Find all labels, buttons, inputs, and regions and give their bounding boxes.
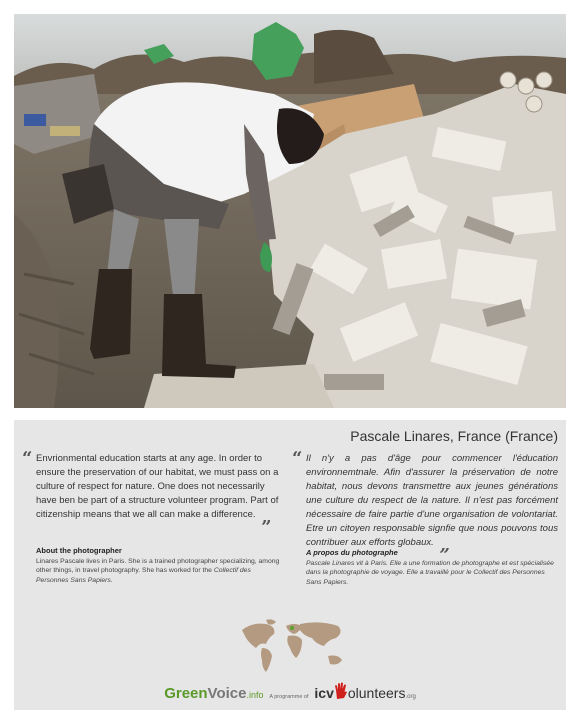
brand-green: Green: [164, 685, 208, 702]
french-about-title: A propos du photographe: [306, 548, 398, 557]
hand-icon: [334, 682, 348, 703]
french-column: [292, 448, 558, 586]
quote-open-icon-fr: “: [292, 448, 303, 469]
english-column: [22, 448, 284, 584]
english-about-block: [36, 546, 284, 585]
icv-text: icv: [314, 685, 334, 701]
english-about-org: Collectif des Personnes Sans Papiers.: [36, 567, 251, 584]
org-suffix: .org: [405, 694, 416, 700]
english-about-title: About the photographer: [36, 546, 122, 555]
photo-illustration: [14, 14, 566, 408]
quote-close-icon-fr: „: [439, 535, 451, 557]
world-map-icon: [236, 618, 352, 681]
french-about-block: [306, 548, 558, 587]
quote-open-icon: “: [22, 448, 33, 469]
volunteers-text: olunteers: [347, 685, 406, 701]
photo-volunteer-collecting-rubble: [14, 14, 566, 408]
brand-gray: Voice: [207, 685, 247, 702]
english-quote-text: Envrionmental education starts at any age. In order to ensure the preservation of our habitat, we must pass on a culture of respect for nature. One does not necessarily have ben be part of a structure volunteer program. Part of citizenship means that we all can make a difference.: [36, 453, 279, 521]
quote-close-icon: „: [261, 507, 272, 529]
footer-logos: [14, 682, 566, 703]
english-about-body: Linares Pascale lives in Paris. She is a trained photographer specializing, among other things, in travel photography. She has worked for the: [36, 558, 280, 575]
programme-text: A programme of: [269, 694, 309, 700]
english-quote: [36, 452, 284, 529]
french-quote-text: Il n'y a pas d'âge pour commencer l'éducation environnemtnale. Afin d'assurer la préservation de notre habitat, nous devons transmettre aux jeunes générations une culture du respect de la nature. Il n'est pas forcément nécessaire de faire partie d'une organisation de volontariat. Etre un citoyen responsable signfie que nous pouvons tous contribuer aux efforts globaux.: [306, 453, 558, 549]
french-about-text: Pascale Linares vit à Paris. Elle a une formation de photographe et est spécialisée dans la photographie de voyage. Elle a travaillé pour le Collectif des Personnes Sans Papiers.: [306, 560, 554, 586]
english-about-text: [36, 557, 284, 585]
english-quote-block: [22, 448, 284, 529]
brand-suffix: .info: [246, 690, 264, 700]
info-panel: [14, 420, 566, 710]
photographer-byline: Pascale Linares, France (France): [350, 428, 558, 444]
